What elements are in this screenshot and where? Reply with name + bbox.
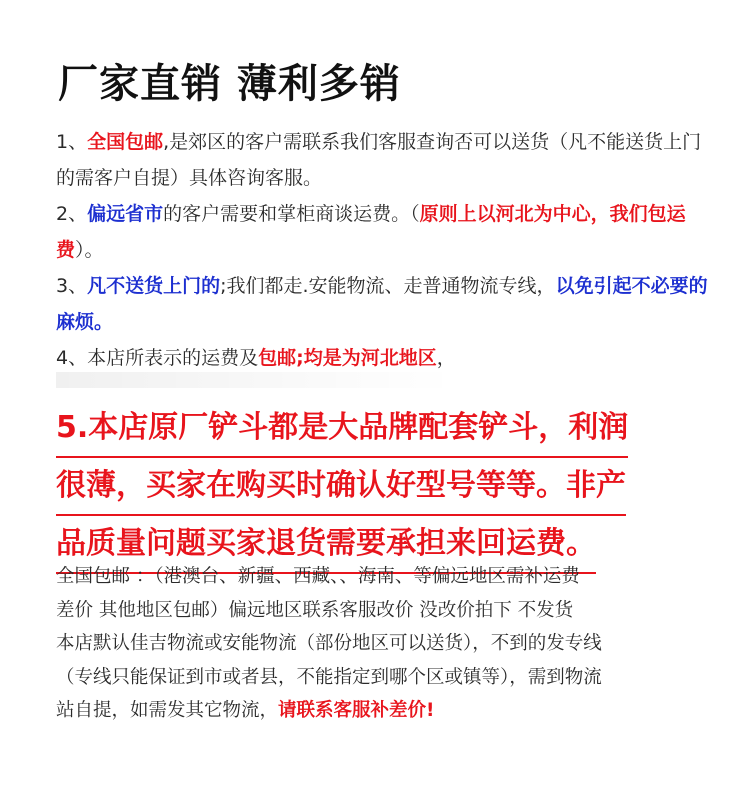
return-policy-line-3: 品质量问题买家退货需要承担来回运费。 [56, 516, 596, 574]
note-4 [56, 340, 716, 376]
notes-list [56, 124, 716, 376]
shipping-line-5-text: 站自提，如需发其它物流， [56, 700, 279, 721]
note-2-end: ）。 [75, 239, 104, 261]
return-policy-line-2: 很薄，买家在购买时确认好型号等等。非产 [56, 458, 626, 516]
divider-shadow [56, 372, 456, 388]
note-1-highlight: 全国包邮 [87, 131, 164, 153]
note-1 [56, 124, 716, 196]
note-2-highlight: 偏远省市 [87, 203, 164, 225]
contact-service-notice: 请联系客服补差价 [278, 700, 427, 721]
page-title: 厂家直销 薄利多销 [58, 61, 401, 107]
note-3-highlight: 凡不送货上门的 [87, 275, 221, 297]
shipping-line-1: 全国包邮 ：（港澳台、新疆、西藏、、海南、等偏远地区需补运费 [56, 566, 580, 587]
contact-service-exclaim: ! [426, 700, 435, 721]
note-4-text: 4、本店所表示的运费及 [56, 347, 259, 369]
shipping-info [56, 560, 726, 728]
note-2 [56, 196, 716, 268]
shipping-line-2: 差价 其他地区包邮）偏远地区联系客服改价 没改价拍下 不发货 [56, 599, 574, 621]
shipping-line-5 [56, 694, 726, 728]
shipping-line-4: （专线只能保证到市或者县，不能指定到哪个区或镇等），需到物流 [56, 666, 602, 688]
note-1-text: ,是郊区的客户需联系我们客服查询否可以送货（凡不能送货上门的需客户自提）具体咨询客服。 [56, 131, 702, 189]
note-3 [56, 268, 716, 340]
shipping-line-3: 本店默认佳吉物流或安能物流（部份地区可以送货），不到的发专线 [56, 633, 602, 654]
return-policy [56, 400, 696, 574]
note-2-prefix: 2、 [56, 203, 88, 225]
note-3-emphasis: 以免引起不必要的麻烦。 [56, 275, 708, 333]
note-2-emphasis: 原则上以河北为中心，我们包运费 [56, 203, 686, 261]
note-3-prefix: 3、 [56, 275, 88, 297]
note-2-text: 的客户需要和掌柜商谈运费。（ [163, 203, 420, 225]
note-4-end: ， [436, 347, 456, 369]
note-1-prefix: 1、 [56, 131, 88, 153]
note-4-highlight: 包邮;均是为河北地区 [258, 347, 437, 369]
return-policy-line-1: 5.本店原厂铲斗都是大品牌配套铲斗，利润 [56, 400, 628, 458]
note-3-text: ;我们都走.安能物流、走普通物流专线， [220, 275, 556, 297]
